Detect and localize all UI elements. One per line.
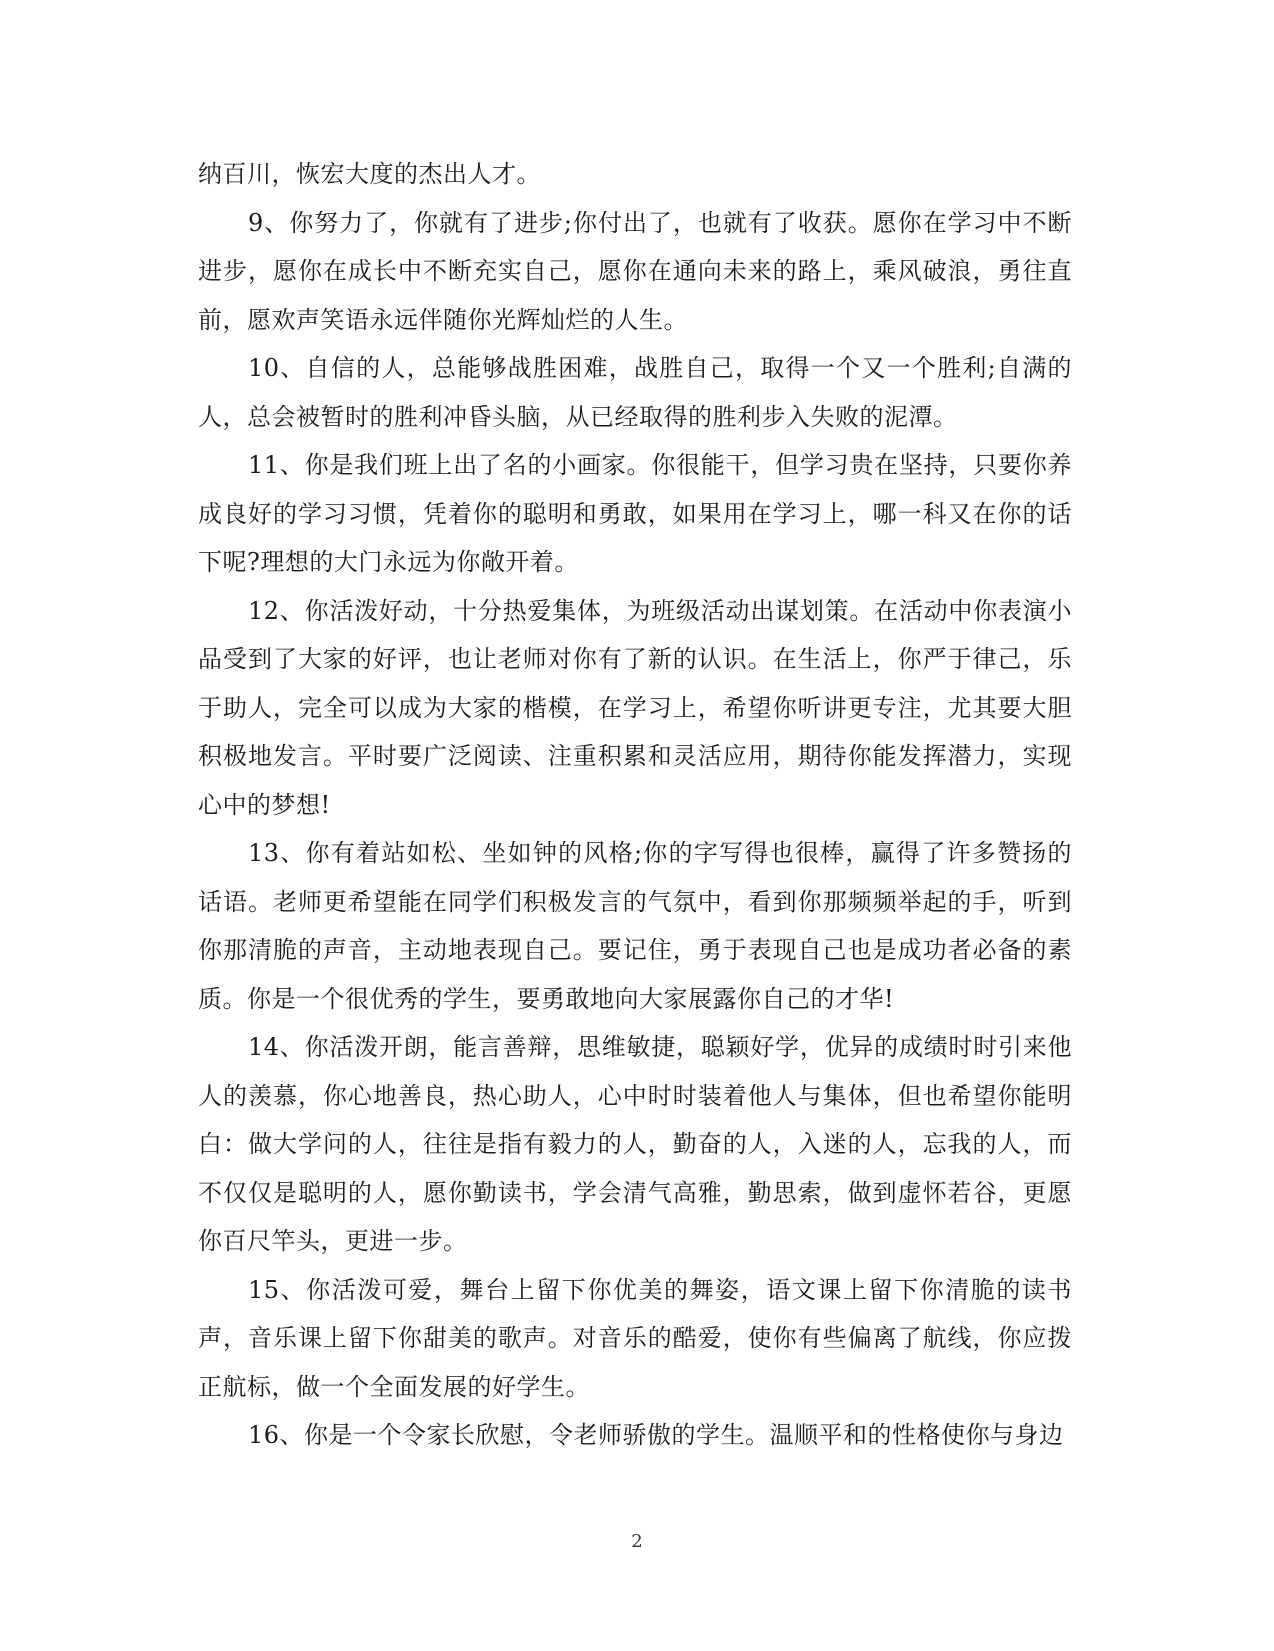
paragraph: 9、你努力了，你就有了进步;你付出了，也就有了收获。愿你在学习中不断进步，愿你在成长中不断充实自己，愿你在通向未来的路上，乘风破浪，勇往直前，愿欢声笑语永远伴随你光辉灿烂的人生。 — [198, 208, 1072, 334]
page-number: 2 — [631, 1531, 643, 1552]
document-body — [198, 150, 1072, 1460]
paragraph: 11、你是我们班上出了名的小画家。你很能干，但学习贵在坚持，只要你养成良好的学习习惯，凭着你的聪明和勇敢，如果用在学习上，哪一科又在你的话下呢?理想的大门永远为你敞开着。 — [198, 451, 1072, 576]
paragraph: 纳百川，恢宏大度的杰出人才。 — [198, 160, 541, 188]
paragraph: 12、你活泼好动，十分热爱集体，为班级活动出谋划策。在活动中你表演小品受到了大家的好评，也让老师对你有了新的认识。在生活上，你严于律己，乐于助人，完全可以成为大家的楷模，在学习上，希望你听讲更专注，尤其要大胆积极地发言。平时要广泛阅读、注重积累和灵活应用，期待你能发挥潜力，实现心中的梦想! — [198, 596, 1072, 819]
paragraph: 15、你活泼可爱，舞台上留下你优美的舞姿，语文课上留下你清脆的读书声，音乐课上留下你甜美的歌声。对音乐的酷爱，使你有些偏离了航线，你应拨正航标，做一个全面发展的好学生。 — [198, 1275, 1072, 1401]
paragraph: 16、你是一个令家长欣慰，令老师骄傲的学生。温顺平和的性格使你与身边 — [248, 1421, 1064, 1449]
paragraph: 13、你有着站如松、坐如钟的风格;你的字写得也很棒，赢得了许多赞扬的话语。老师更希望能在同学们积极发言的气氛中，看到你那频频举起的手，听到你那清脆的声音，主动地表现自己。要记住，勇于表现自己也是成功者必备的素质。你是一个很优秀的学生，要勇敢地向大家展露你自己的才华! — [198, 839, 1072, 1013]
paragraph: 14、你活泼开朗，能言善辩，思维敏捷，聪颖好学，优异的成绩时时引来他人的羡慕，你心地善良，热心助人，心中时时装着他人与集体，但也希望你能明白：做大学问的人，往往是指有毅力的人，勤奋的人，入迷的人，忘我的人，而不仅仅是聪明的人，愿你勤读书，学会清气高雅，勤思索，做到虚怀若谷，更愿你百尺竿头，更进一步。 — [198, 1033, 1072, 1255]
paragraph: 10、自信的人，总能够战胜困难，战胜自己，取得一个又一个胜利;自满的人，总会被暂时的胜利冲昏头脑，从已经取得的胜利步入失败的泥潭。 — [198, 354, 1072, 431]
